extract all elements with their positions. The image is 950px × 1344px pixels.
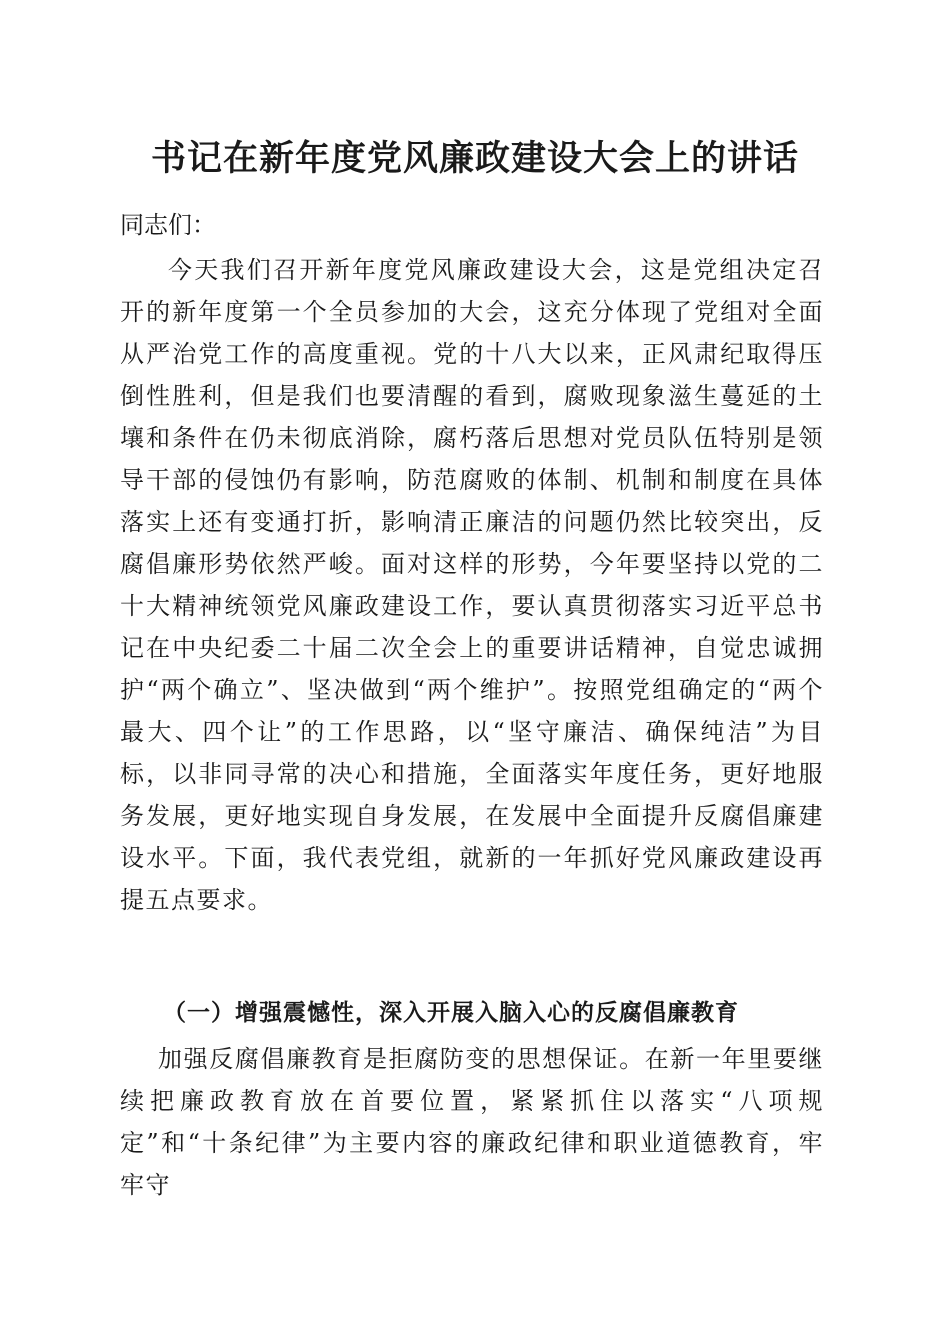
section-paragraph: 加强反腐倡廉教育是拒腐防变的思想保证。在新一年里要继续把廉政教育放在首要位置，紧紧抓住以落实“八项规定”和“十条纪律”为主要内容的廉政纪律和职业道德教育，牢牢守 [120,1045,824,1199]
salutation: 同志们： [120,211,216,239]
section-heading: （一）增强震憾性，深入开展入脑入心的反腐倡廉教育 [163,999,739,1026]
body-paragraph: 今天我们召开新年度党风廉政建设大会，这是党组决定召开的新年度第一个全员参加的大会，这充分体现了党组对全面从严治党工作的高度重视。党的十八大以来，正风肃纪取得压倒性胜利，但是我们也要清醒的看到，腐败现象滋生蔓延的土壤和条件在仍未彻底消除，腐朽落后思想对党员队伍特别是领导干部的侵蚀仍有影响，防范腐败的体制、机制和制度在具体落实上还有变通打折，影响清正廉洁的问题仍然比较突出，反腐倡廉形势依然严峻。面对这样的形势，今年要坚持以党的二十大精神统领党风廉政建设工作，要认真贯彻落实习近平总书记在中央纪委二十届二次全会上的重要讲话精神，自觉忠诚拥护“两个确立”、坚决做到“两个维护”。按照党组确定的“两个最大、四个让”的工作思路，以“坚守廉洁、确保纯洁”为目标，以非同寻常的决心和措施，全面落实年度任务，更好地服务发展，更好地实现自身发展，在发展中全面提升反腐倡廉建设水平。下面，我代表党组，就新的一年抓好党风廉政建设再提五点要求。 [120,256,824,914]
document-title: 书记在新年度党风廉政建设大会上的讲话 [150,138,799,179]
